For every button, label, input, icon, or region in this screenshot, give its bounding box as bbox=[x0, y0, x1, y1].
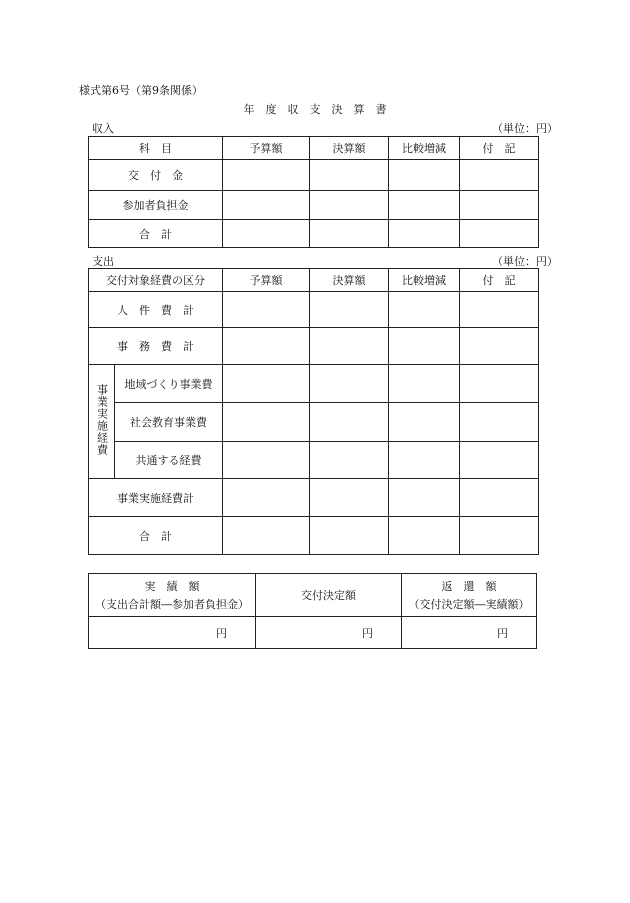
table-cell bbox=[460, 160, 539, 191]
table-row bbox=[89, 292, 539, 328]
table-cell bbox=[460, 517, 539, 555]
form-number-label: 様式第6号（第9条関係） bbox=[79, 84, 203, 97]
table-cell bbox=[223, 160, 310, 191]
summary-header-refund bbox=[402, 574, 537, 617]
table-row bbox=[89, 191, 539, 220]
summary-header-actual bbox=[89, 574, 256, 617]
table-cell bbox=[460, 365, 539, 403]
document-title: 年 度 収 支 決 算 書 bbox=[243, 103, 387, 116]
table-cell bbox=[460, 191, 539, 220]
header-category: 交付対象経費の区分 bbox=[89, 269, 223, 292]
header-difference: 比較増減 bbox=[389, 137, 460, 160]
table-cell bbox=[223, 517, 310, 555]
table-cell bbox=[310, 517, 389, 555]
table-row bbox=[89, 220, 539, 248]
table-row bbox=[89, 479, 539, 517]
table-cell bbox=[389, 365, 460, 403]
header-settlement: 決算額 bbox=[310, 269, 389, 292]
summary-header-actual-title: 実 績 額 bbox=[144, 580, 200, 593]
row-label: 地域づくり事業費 bbox=[115, 365, 223, 403]
table-cell bbox=[310, 365, 389, 403]
table-cell bbox=[223, 365, 310, 403]
table-cell bbox=[223, 442, 310, 479]
expense-label: 支出 bbox=[92, 255, 114, 268]
table-row bbox=[89, 442, 539, 479]
summary-header-row bbox=[89, 574, 537, 617]
table-row bbox=[89, 365, 539, 403]
table-cell bbox=[223, 479, 310, 517]
income-unit-label: （単位：円） bbox=[492, 122, 558, 135]
group-label-cell bbox=[89, 365, 115, 479]
table-cell bbox=[310, 479, 389, 517]
table-cell bbox=[310, 220, 389, 248]
table-cell bbox=[460, 220, 539, 248]
yen-unit: 円 bbox=[89, 617, 256, 649]
row-label: 交 付 金 bbox=[89, 160, 223, 191]
table-row bbox=[89, 517, 539, 555]
table-cell bbox=[223, 328, 310, 365]
yen-unit: 円 bbox=[256, 617, 402, 649]
table-cell bbox=[460, 479, 539, 517]
income-label: 収入 bbox=[92, 122, 114, 135]
header-remarks: 付 記 bbox=[460, 137, 539, 160]
row-label: 事業実施経費計 bbox=[89, 479, 223, 517]
row-label: 共通する経費 bbox=[115, 442, 223, 479]
table-cell bbox=[310, 328, 389, 365]
table-cell bbox=[460, 292, 539, 328]
table-cell bbox=[389, 403, 460, 442]
table-cell bbox=[389, 517, 460, 555]
table-cell bbox=[310, 403, 389, 442]
table-cell bbox=[310, 442, 389, 479]
table-cell bbox=[389, 328, 460, 365]
income-table bbox=[88, 136, 539, 248]
expense-table bbox=[88, 268, 539, 555]
row-label: 合 計 bbox=[89, 220, 223, 248]
table-cell bbox=[460, 328, 539, 365]
table-cell bbox=[223, 191, 310, 220]
expense-header-row bbox=[89, 269, 539, 292]
header-difference: 比較増減 bbox=[389, 269, 460, 292]
table-cell bbox=[223, 220, 310, 248]
row-label: 参加者負担金 bbox=[89, 191, 223, 220]
table-cell bbox=[389, 160, 460, 191]
table-cell bbox=[460, 403, 539, 442]
summary-value-row bbox=[89, 617, 537, 649]
row-label: 合 計 bbox=[89, 517, 223, 555]
table-cell bbox=[389, 442, 460, 479]
table-cell bbox=[223, 403, 310, 442]
table-row bbox=[89, 403, 539, 442]
summary-header-refund-formula: （交付決定額―実績額） bbox=[408, 598, 530, 611]
summary-header-decided: 交付決定額 bbox=[256, 574, 402, 617]
table-cell bbox=[389, 292, 460, 328]
table-cell bbox=[310, 191, 389, 220]
header-budget: 予算額 bbox=[223, 137, 310, 160]
table-cell bbox=[223, 292, 310, 328]
header-budget: 予算額 bbox=[223, 269, 310, 292]
table-cell bbox=[310, 292, 389, 328]
row-label: 社会教育事業費 bbox=[115, 403, 223, 442]
table-cell bbox=[310, 160, 389, 191]
row-label: 人 件 費 計 bbox=[89, 292, 223, 328]
yen-unit: 円 bbox=[402, 617, 537, 649]
header-remarks: 付 記 bbox=[460, 269, 539, 292]
header-item: 科 目 bbox=[89, 137, 223, 160]
summary-header-refund-title: 返 還 額 bbox=[441, 580, 497, 593]
group-label: 事業実施経費 bbox=[95, 384, 109, 456]
header-settlement: 決算額 bbox=[310, 137, 389, 160]
table-row bbox=[89, 160, 539, 191]
row-label: 事 務 費 計 bbox=[89, 328, 223, 365]
table-row bbox=[89, 328, 539, 365]
table-cell bbox=[389, 479, 460, 517]
expense-unit-label: （単位：円） bbox=[492, 255, 558, 268]
summary-table bbox=[88, 573, 537, 649]
income-header-row bbox=[89, 137, 539, 160]
table-cell bbox=[389, 220, 460, 248]
table-cell bbox=[460, 442, 539, 479]
summary-header-actual-formula: （支出合計額―参加者負担金） bbox=[95, 598, 249, 611]
table-cell bbox=[389, 191, 460, 220]
